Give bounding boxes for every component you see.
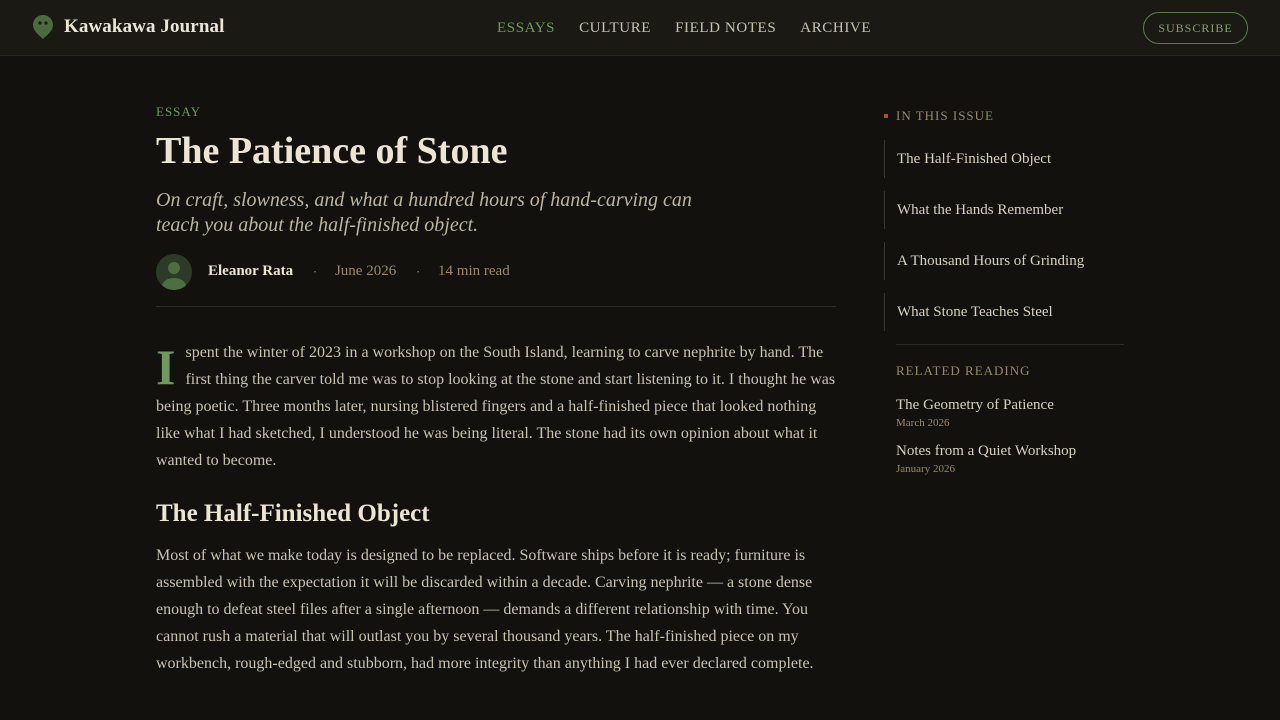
nav-culture[interactable]: CULTURE — [579, 20, 652, 36]
meta-separator: · — [416, 264, 421, 279]
related-date: March 2026 — [896, 417, 950, 429]
in-this-issue-label: IN THIS ISSUE — [896, 108, 994, 123]
person-icon — [156, 254, 192, 290]
toc-item[interactable]: The Half-Finished Object — [884, 140, 1124, 178]
article-paragraph: Most of what we make today is designed to be replaced. Software ships before it is ready; furniture is assembled with the expectation it will be discarded within a decade. Carving nephrite — a stone dense enough to defeat steel files after a single afternoon — demands a different relationship with time. You cannot rush a material that will outlast you by several thousand years. The half-finished piece on my workbench, rough-edged and stubborn, had more integrity than anything I had ever declared complete. — [156, 546, 814, 672]
article — [156, 104, 836, 677]
nav-essays[interactable]: ESSAYS — [497, 20, 556, 36]
main-nav — [497, 20, 871, 37]
related-title[interactable]: Notes from a Quiet Workshop — [896, 443, 1077, 459]
related-item[interactable] — [896, 443, 1124, 475]
toc-item[interactable]: A Thousand Hours of Grinding — [884, 242, 1124, 280]
toc-item[interactable]: What the Hands Remember — [884, 191, 1124, 229]
marker-square-icon — [884, 114, 888, 118]
nav-archive[interactable]: ARCHIVE — [800, 20, 872, 36]
divider — [896, 344, 1124, 345]
article-dek: On craft, slowness, and what a hundred hours of hand-carving can teach you about the half-finished object. — [156, 188, 692, 236]
paragraph-text: spent the winter of 2023 in a workshop on the South Island, learning to carve nephrite by hand. The first thing the carver told me was to stop looking at the stone and start listening to it. I thought he was being poetic. Three months later, nursing blistered fingers and a half-finished piece that looked nothing like what I had sketched, I understood he was being literal. The stone had its own opinion about what it wanted to become. — [156, 343, 836, 469]
site-header — [0, 0, 1280, 56]
related-reading — [896, 363, 1124, 475]
article-title: The Patience of Stone — [156, 130, 508, 172]
related-date: January 2026 — [896, 463, 955, 475]
issue-toc — [884, 140, 1124, 331]
brand-name: Kawakawa Journal — [64, 16, 225, 37]
author-name[interactable]: Eleanor Rata — [208, 263, 294, 280]
kawakawa-leaf-icon — [32, 14, 54, 40]
subscribe-button[interactable]: SUBSCRIBE — [1143, 12, 1248, 44]
article-paragraph — [156, 339, 836, 474]
sidebar — [884, 108, 1124, 475]
toc-item[interactable]: What Stone Teaches Steel — [884, 293, 1124, 331]
author-avatar[interactable] — [156, 254, 192, 290]
related-reading-label: RELATED READING — [896, 363, 1031, 378]
related-title[interactable]: The Geometry of Patience — [896, 397, 1054, 413]
related-item[interactable] — [896, 397, 1124, 429]
meta-separator: · — [313, 264, 317, 279]
article-kicker: ESSAY — [156, 104, 201, 119]
in-this-issue-header — [884, 108, 1124, 124]
byline — [156, 254, 836, 307]
brand[interactable] — [32, 14, 224, 40]
read-time: 14 min read — [438, 263, 510, 280]
section-heading: The Half-Finished Object — [156, 499, 430, 527]
drop-cap: I — [156, 338, 176, 395]
nav-field-notes[interactable]: FIELD NOTES — [675, 20, 777, 36]
publish-date: June 2026 — [334, 263, 397, 280]
